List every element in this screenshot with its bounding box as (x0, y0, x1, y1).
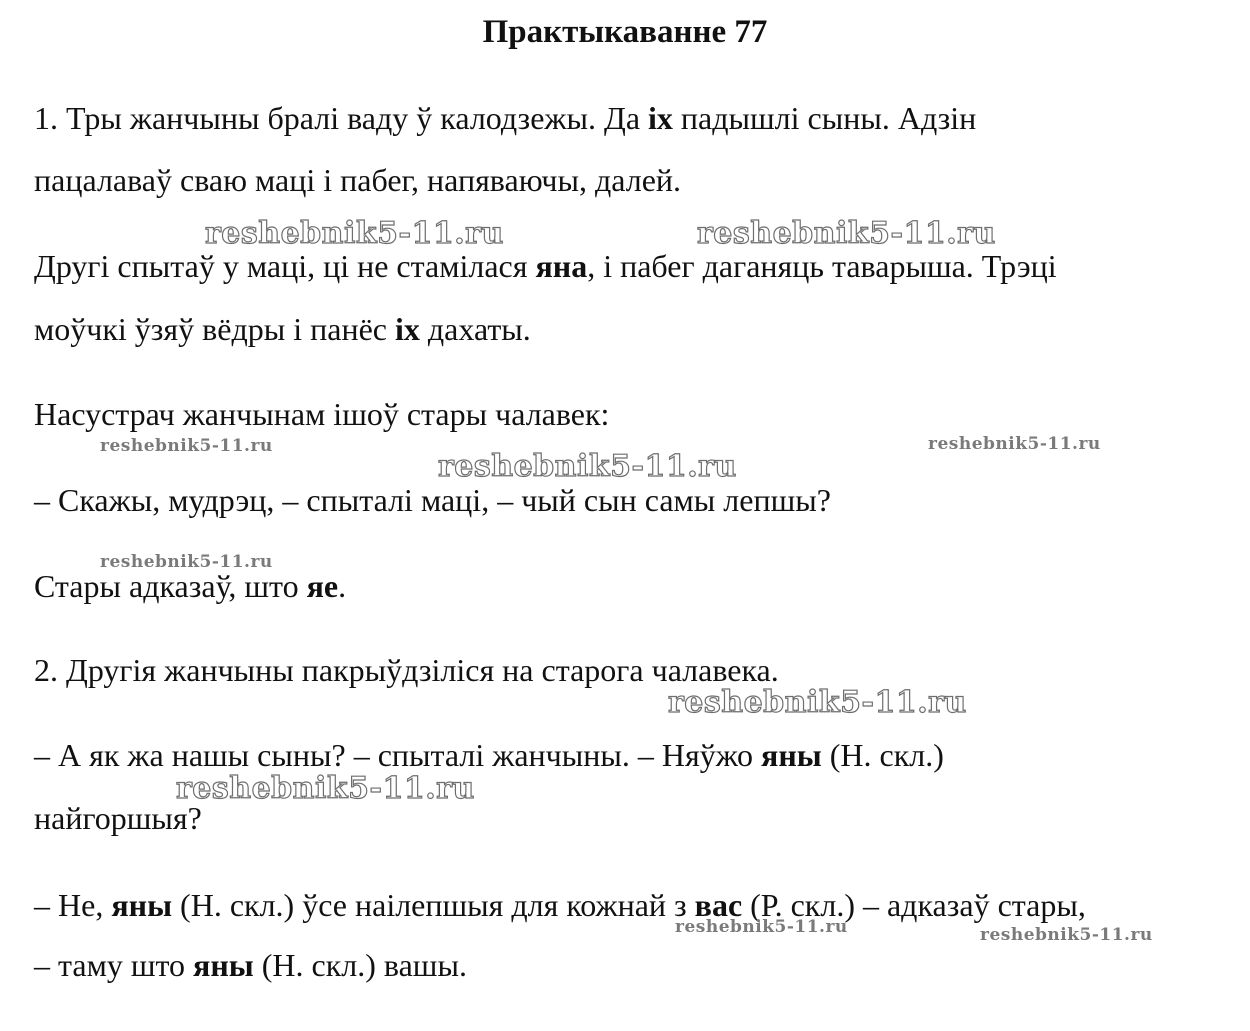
text-run: пацалаваў сваю маці і пабег, напяваючы, далей. (34, 162, 682, 198)
text-line (34, 735, 944, 775)
text-run: (Н. скл.) ўсе наілепшыя для кожнай з (172, 887, 695, 923)
text-line (34, 566, 346, 606)
text-line (34, 160, 681, 200)
text-line (34, 945, 467, 985)
text-line (34, 480, 831, 520)
text-run: – Скажы, мудрэц, – спыталі маці, – чый сын самы лепшы? (34, 482, 831, 518)
watermark-logo: reshebnik5-11.ru (100, 436, 273, 456)
text-run: 2. Другія жанчыны пакрыўдзіліся на старога чалавека. (34, 652, 779, 688)
watermark-logo: reshebnik5-11.ru (668, 685, 967, 720)
page-title: Практыкаванне 77 (482, 14, 768, 50)
text-run: Другі спытаў у маці, ці не стамілася (34, 248, 536, 284)
highlighted-word: яны (111, 887, 173, 923)
text-line (34, 394, 609, 434)
watermark-logo: reshebnik5-11.ru (205, 216, 504, 251)
text-run: (Н. скл.) вашы. (253, 947, 467, 983)
text-run: (Р. скл.) – адказаў стары, (742, 887, 1086, 923)
text-line (34, 98, 976, 138)
highlighted-word: вас (694, 887, 743, 923)
highlighted-word: яны (761, 737, 822, 773)
highlighted-word: яна (535, 248, 588, 284)
text-line (34, 246, 1057, 286)
watermark-logo: reshebnik5-11.ru (675, 917, 848, 937)
text-run: – таму што (34, 947, 194, 983)
text-line (34, 885, 1086, 925)
text-run: , і пабег даганяць таварыша. Трэці (587, 248, 1057, 284)
text-run: – Не, (34, 887, 112, 923)
text-run: дахаты. (419, 311, 531, 347)
highlighted-word: іх (394, 311, 420, 347)
watermark-logo: reshebnik5-11.ru (980, 925, 1153, 945)
highlighted-word: іх (648, 100, 673, 136)
text-run: – А як жа нашы сыны? – спыталі жанчыны. – Няўжо (34, 737, 762, 773)
text-run: моўчкі ўзяў вёдры і панёс (34, 311, 395, 347)
watermark-logo: reshebnik5-11.ru (176, 771, 475, 806)
text-run: найгоршыя? (34, 800, 202, 836)
text-run: Стары адказаў, што (34, 568, 307, 604)
watermark-logo: reshebnik5-11.ru (697, 216, 996, 251)
text-line (34, 309, 531, 349)
text-line (34, 650, 779, 690)
text-run: Насустрач жанчынам ішоў стары чалавек: (34, 396, 610, 432)
text-run: (Н. скл.) (821, 737, 944, 773)
text-run: . (338, 568, 347, 604)
highlighted-word: яны (193, 947, 254, 983)
highlighted-word: яе (306, 568, 339, 604)
watermark-logo: reshebnik5-11.ru (928, 434, 1101, 454)
text-run: 1. Тры жанчыны бралі ваду ў калодзежы. Да (34, 100, 649, 136)
watermark-logo: reshebnik5-11.ru (100, 552, 273, 572)
watermark-logo: reshebnik5-11.ru (438, 449, 737, 484)
text-run: падышлі сыны. Адзін (672, 100, 977, 136)
